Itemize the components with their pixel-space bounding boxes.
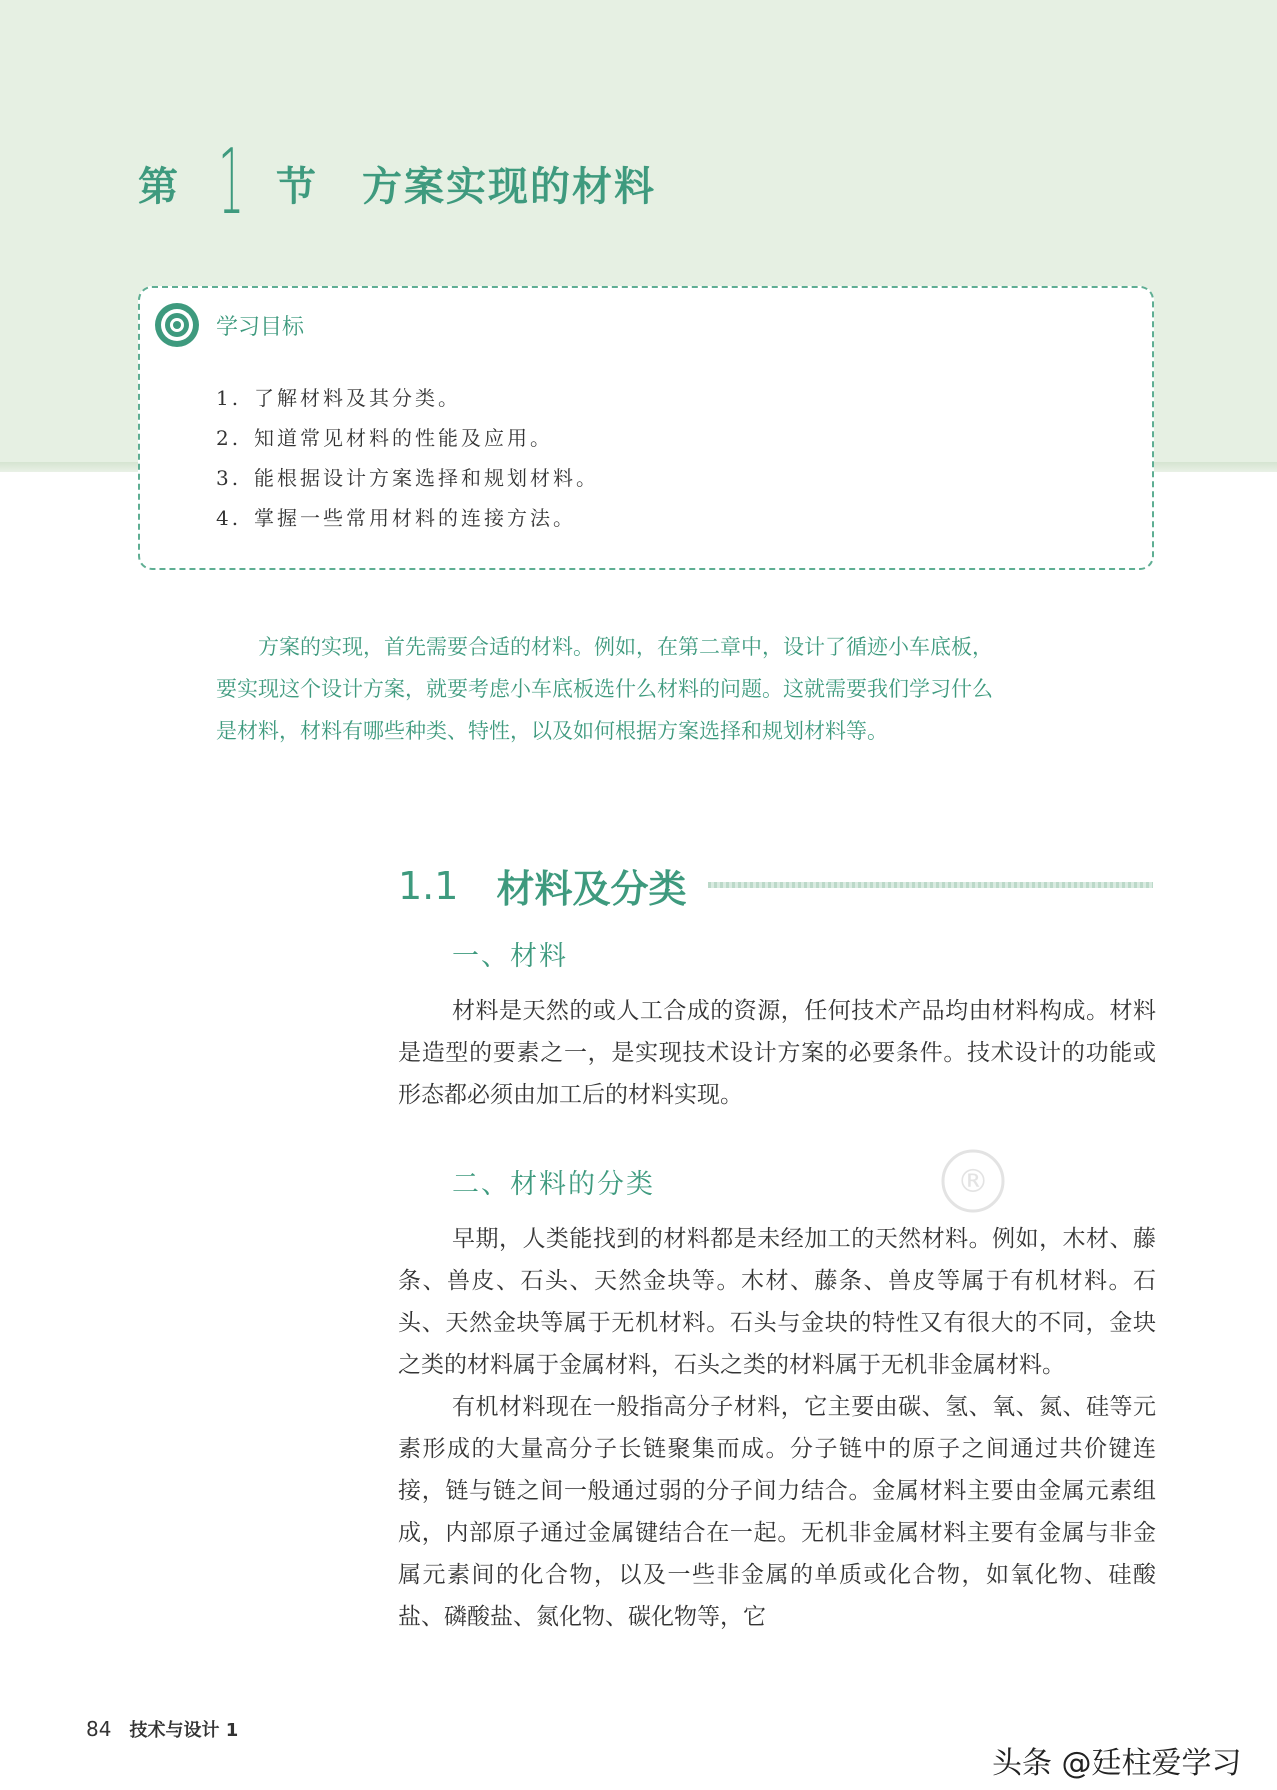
- intro-line: 要实现这个设计方案，就要考虑小车底板选什么材料的问题。这就需要我们学习什么: [216, 677, 993, 701]
- chapter-title: [138, 130, 656, 235]
- section-rule: [708, 882, 1153, 888]
- target-icon: [154, 302, 200, 348]
- page-number: 84: [86, 1717, 112, 1741]
- intro-line: 是材料，材料有哪些种类、特性，以及如何根据方案选择和规划材料等。: [216, 719, 888, 743]
- svg-text:®: ®: [957, 1162, 989, 1200]
- classification-paragraph-block: [398, 1218, 1156, 1638]
- classification-paragraph-1: 早期，人类能找到的材料都是未经加工的天然材料。例如，木材、藤条、兽皮、石头、天然金块等。木材、藤条、兽皮等属于有机材料。石头、天然金块等属于无机材料。石头与金块的特性又有很大的不同，金块之类的材料属于金属材料，石头之类的材料属于无机非金属材料。: [398, 1226, 1156, 1378]
- intro-line: 方案的实现，首先需要合适的材料。例如，在第二章中，设计了循迹小车底板，: [258, 635, 993, 659]
- source-watermark: 头条 @廷柱爱学习: [992, 1746, 1242, 1781]
- objective-item: 2. 知道常见材料的性能及应用。: [216, 426, 553, 450]
- subheading-materials: 一、材料: [452, 941, 568, 972]
- section-number: 1.1: [398, 863, 459, 908]
- chapter-word-di: 第: [138, 163, 178, 210]
- objective-item: 3. 能根据设计方案选择和规划材料。: [216, 466, 599, 490]
- chapter-number: 1: [218, 130, 245, 235]
- subheading-classification: 二、材料的分类: [452, 1169, 655, 1200]
- objectives-header: [154, 302, 304, 348]
- objectives-list: [216, 378, 599, 538]
- classification-paragraph-2: 有机材料现在一般指高分子材料，它主要由碳、氢、氧、氮、硅等元素形成的大量高分子长链聚集而成。分子链中的原子之间通过共价键连接，链与链之间一般通过弱的分子间力结合。金属材料主要由金属元素组成，内部原子通过金属键结合在一起。无机非金属材料主要有金属与非金属元素间的化合物，以及一些非金属的单质或化合物，如氧化物、硅酸盐、磷酸盐、氮化物、碳化物等，它: [398, 1394, 1156, 1630]
- materials-paragraph: 材料是天然的或人工合成的资源，任何技术产品均由材料构成。材料是造型的要素之一，是实现技术设计方案的必要条件。技术设计的功能或形态都必须由加工后的材料实现。: [398, 998, 1156, 1108]
- objective-item: 1. 了解材料及其分类。: [216, 386, 461, 410]
- chapter-heading: 方案实现的材料: [362, 163, 656, 210]
- learning-objectives-box: [138, 286, 1154, 570]
- registered-watermark: [940, 1148, 1006, 1214]
- objective-item: 4. 掌握一些常用材料的连接方法。: [216, 506, 576, 530]
- intro-paragraph: [216, 626, 1096, 752]
- registered-mark-icon: [940, 1148, 1006, 1214]
- section-heading: [398, 858, 686, 913]
- section-title: 材料及分类: [496, 867, 687, 911]
- chapter-word-jie: 节: [276, 163, 316, 210]
- book-title: 技术与设计 1: [129, 1720, 239, 1741]
- materials-paragraph-block: [398, 990, 1156, 1116]
- page-footer: [86, 1716, 238, 1742]
- objectives-title: 学习目标: [216, 314, 305, 340]
